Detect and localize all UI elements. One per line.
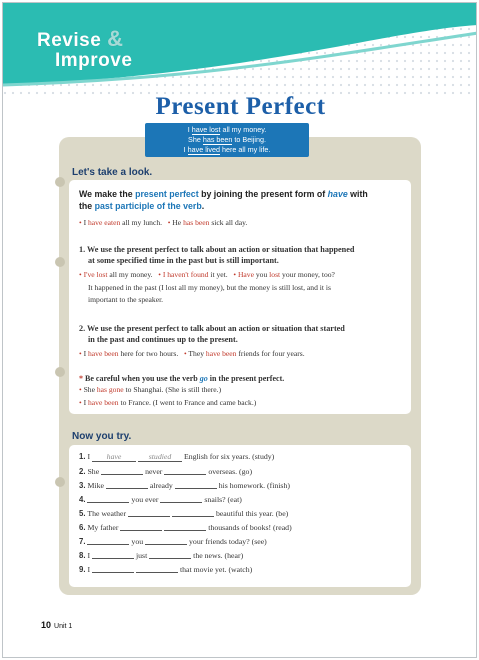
- exercise-item: 8. I just the news. (hear): [79, 551, 244, 560]
- section-title-take-a-look: Let's take a look.: [72, 167, 153, 178]
- exercise-item: 1. I have studied English for six years. (study): [79, 452, 275, 461]
- binder-hole: [55, 367, 65, 377]
- example-line: • I've lost all my money. • I haven't found it yet. • Have you lost your money, too?: [79, 270, 335, 279]
- go-note: * Be careful when you use the verb go in the present perfect.: [79, 374, 285, 383]
- answer-blank[interactable]: [87, 494, 129, 503]
- rule-2: 2. We use the present perfect to talk about an action or situation that started in the past and continues up to the present.: [79, 324, 345, 344]
- binder-hole: [55, 257, 65, 267]
- banner-title-line1: Revise: [37, 30, 102, 51]
- unit-label: Unit 1: [54, 623, 73, 630]
- exercise-item: 5. The weather beautiful this year. (be): [79, 509, 289, 518]
- binder-hole: [55, 477, 65, 487]
- rule-1-explanation: It happened in the past (I lost all my money), but the money is still lost, and it is important to the speaker.: [88, 283, 331, 304]
- example-line: • She has gone to Shanghai. (She is still there.): [79, 385, 222, 394]
- answer-blank[interactable]: [120, 522, 162, 531]
- answer-blank[interactable]: [87, 536, 129, 545]
- example-line: • I have been here for two hours. • They have been friends for four years.: [79, 349, 305, 358]
- exercise-item: 7. you your friends today? (see): [79, 537, 267, 546]
- banner-title-line2: Improve: [55, 50, 133, 71]
- example-line: • I have been to France. (I went to France and came back.): [79, 398, 257, 407]
- header-banner: [3, 3, 477, 95]
- banner-title: [37, 26, 133, 71]
- answer-blank[interactable]: [175, 480, 217, 489]
- example-sentence: I have lived here all my life.: [183, 145, 271, 154]
- lesson-title: Present Perfect: [155, 93, 326, 120]
- answer-blank[interactable]: [92, 550, 134, 559]
- answer-blank[interactable]: [145, 536, 187, 545]
- intro-text: We make the present perfect by joining the present form of have with the past participle of the verb.: [79, 189, 368, 211]
- exercise-item: 4. you ever snails? (eat): [79, 495, 242, 504]
- page-number: 10: [41, 620, 52, 630]
- answer-blank[interactable]: [101, 466, 143, 475]
- answer-blank[interactable]: studied: [138, 453, 182, 462]
- answer-blank[interactable]: [164, 522, 206, 531]
- example-sentence: She has been to Beijing.: [188, 135, 266, 144]
- answer-blank[interactable]: [136, 564, 178, 573]
- binder-hole: [55, 177, 65, 187]
- rule-1: 1. We use the present perfect to talk about an action or situation that happened at some specified time in the past but is still important.: [79, 245, 355, 265]
- exercise-item: 2. She never overseas. (go): [79, 467, 253, 476]
- exercise-item: 9. I that movie yet. (watch): [79, 565, 253, 574]
- answer-blank[interactable]: [128, 508, 170, 517]
- answer-blank[interactable]: [92, 564, 134, 573]
- answer-blank[interactable]: have: [92, 453, 136, 462]
- example-line: • I have eaten all my lunch. • He has been sick all day.: [79, 218, 248, 227]
- answer-blank[interactable]: [164, 466, 206, 475]
- answer-blank[interactable]: [172, 508, 214, 517]
- banner-ampersand: &: [107, 26, 124, 51]
- exercise-item: 6. My father thousands of books! (read): [79, 523, 292, 532]
- example-sentences-box: [145, 123, 309, 157]
- exercise-item: 3. Mike already his homework. (finish): [79, 481, 290, 490]
- answer-blank[interactable]: [160, 494, 202, 503]
- answer-blank[interactable]: [106, 480, 148, 489]
- example-sentence: I have lost all my money.: [187, 125, 267, 134]
- page-footer: [41, 620, 72, 630]
- section-title-now-you-try: Now you try.: [72, 431, 132, 442]
- answer-blank[interactable]: [149, 550, 191, 559]
- textbook-page: [2, 2, 477, 658]
